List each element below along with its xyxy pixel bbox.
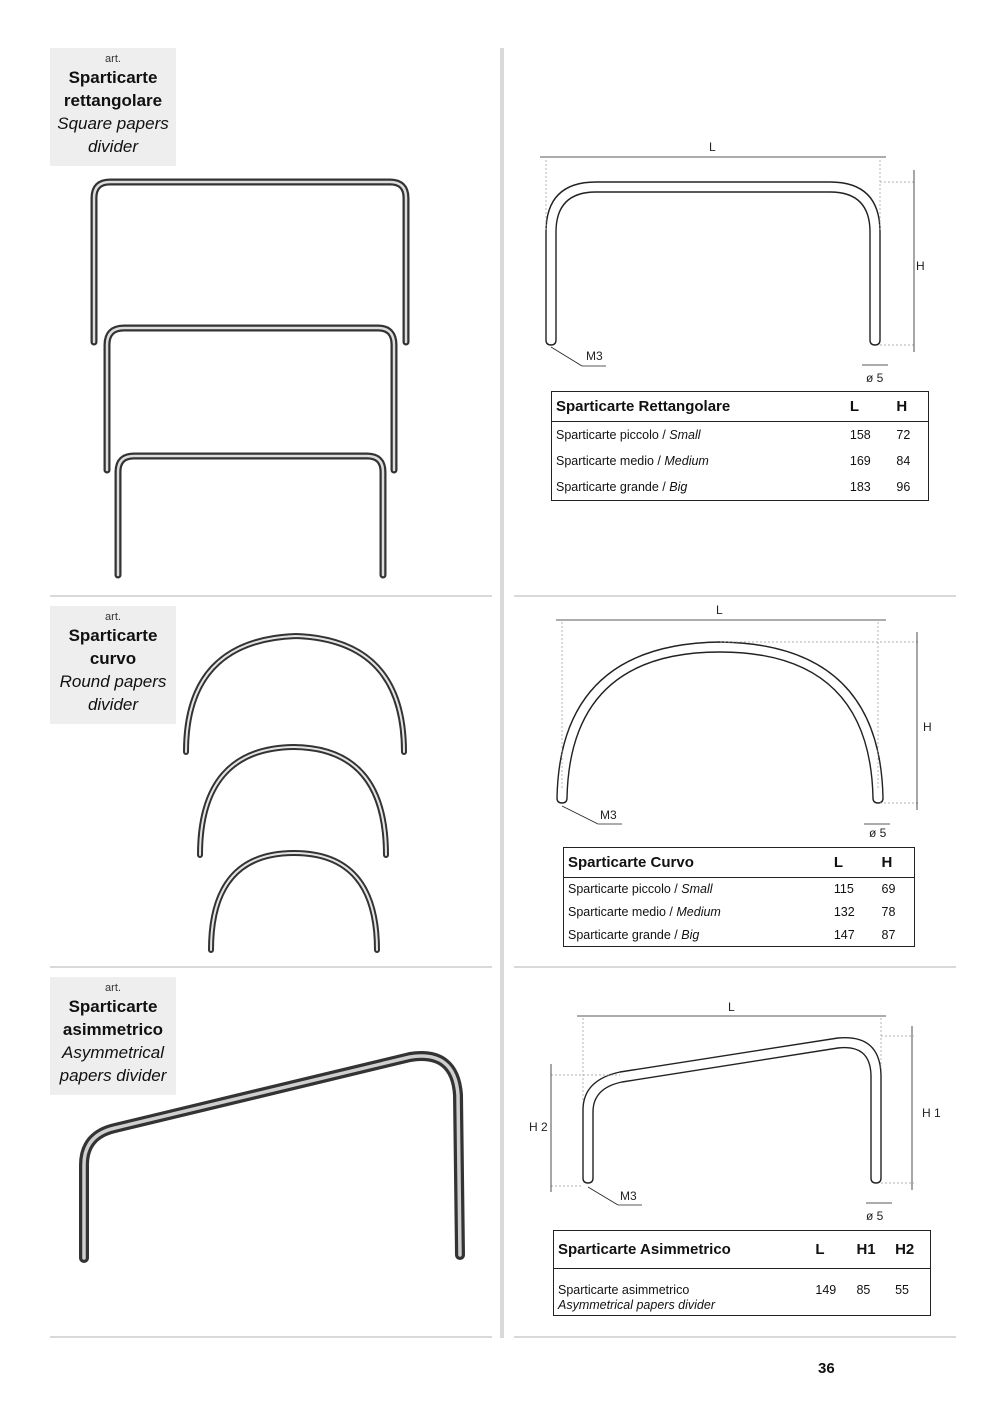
dim-diameter: ø 5: [866, 371, 884, 385]
table-header: L: [830, 848, 878, 878]
value-L: 158: [849, 428, 871, 442]
row-label-it: Sparticarte piccolo /: [568, 882, 682, 896]
row-label-en: Medium: [676, 905, 721, 919]
row-label-it: Sparticarte asimmetrico: [558, 1283, 690, 1297]
product-name-it: asimmetrico: [62, 1020, 164, 1039]
product-name-it: Sparticarte: [68, 68, 158, 87]
value-H: 69: [881, 882, 896, 896]
value-L: 132: [833, 905, 855, 919]
dim-diameter: ø 5: [869, 826, 887, 840]
product-name-en: Asymmetrical: [61, 1043, 164, 1062]
row-label-en: Small: [681, 882, 713, 896]
value-H2: 55: [895, 1283, 909, 1297]
product-name-it: Sparticarte: [68, 997, 158, 1016]
table-row: [554, 1269, 931, 1316]
table-header: H: [878, 848, 915, 878]
dim-thread: M3: [586, 349, 603, 363]
table-header: H2: [891, 1231, 930, 1269]
value-L: 147: [833, 928, 855, 942]
row-label-en: Asymmetrical papers divider: [558, 1298, 715, 1312]
section-divider: [514, 1336, 956, 1338]
table-header: L: [846, 392, 892, 422]
art-label: art.: [105, 53, 121, 65]
row-label-it: Sparticarte medio /: [568, 905, 677, 919]
row-label-it: Sparticarte medio /: [556, 454, 665, 468]
value-H1: 85: [856, 1283, 871, 1297]
value-H: 87: [881, 928, 896, 942]
product-name-it: rettangolare: [63, 91, 163, 110]
dim-H: H: [916, 259, 925, 273]
value-L: 115: [833, 882, 854, 896]
product-name-en: divider: [87, 137, 139, 156]
dim-L: L: [709, 140, 716, 154]
table-header: Sparticarte Curvo: [564, 848, 830, 878]
dim-H: H: [923, 720, 932, 734]
row-label-en: Medium: [664, 454, 709, 468]
value-L: 169: [849, 454, 871, 468]
product-name-en: Round papers: [59, 672, 167, 691]
product-name-en: divider: [87, 695, 139, 714]
value-H: 84: [896, 454, 911, 468]
art-label: art.: [105, 611, 121, 623]
art-label: art.: [105, 982, 121, 994]
dim-H1: H 1: [922, 1106, 941, 1120]
table-header: H: [892, 392, 928, 422]
table-header: H1: [852, 1231, 891, 1269]
product-name-it: Sparticarte: [68, 626, 158, 645]
section-divider: [50, 1336, 492, 1338]
dim-L: L: [716, 603, 723, 617]
row-label-en: Big: [669, 480, 688, 494]
table-header: L: [811, 1231, 852, 1269]
value-L: 149: [815, 1283, 837, 1297]
row-label-it: Sparticarte grande /: [568, 928, 682, 942]
value-H: 96: [896, 480, 911, 494]
value-H: 78: [881, 905, 896, 919]
row-label-en: Small: [669, 428, 701, 442]
product-name-en: Square papers: [57, 114, 169, 133]
spec-table-asimmetrico: [553, 1230, 931, 1316]
dim-diameter: ø 5: [866, 1209, 884, 1223]
row-label-it: Sparticarte piccolo /: [556, 428, 670, 442]
dim-thread: M3: [600, 808, 617, 822]
product-name-en: papers divider: [59, 1066, 167, 1085]
dim-H2: H 2: [529, 1120, 548, 1134]
product-name-it: curvo: [89, 649, 137, 668]
dim-L: L: [728, 1000, 735, 1014]
table-header: Sparticarte Asimmetrico: [554, 1231, 812, 1269]
value-L: 183: [849, 480, 871, 494]
row-label-en: Big: [681, 928, 700, 942]
page-number: 36: [818, 1360, 835, 1377]
value-H: 72: [896, 428, 911, 442]
table-header: Sparticarte Rettangolare: [552, 392, 846, 422]
dim-thread: M3: [620, 1189, 637, 1203]
row-label-it: Sparticarte grande /: [556, 480, 670, 494]
